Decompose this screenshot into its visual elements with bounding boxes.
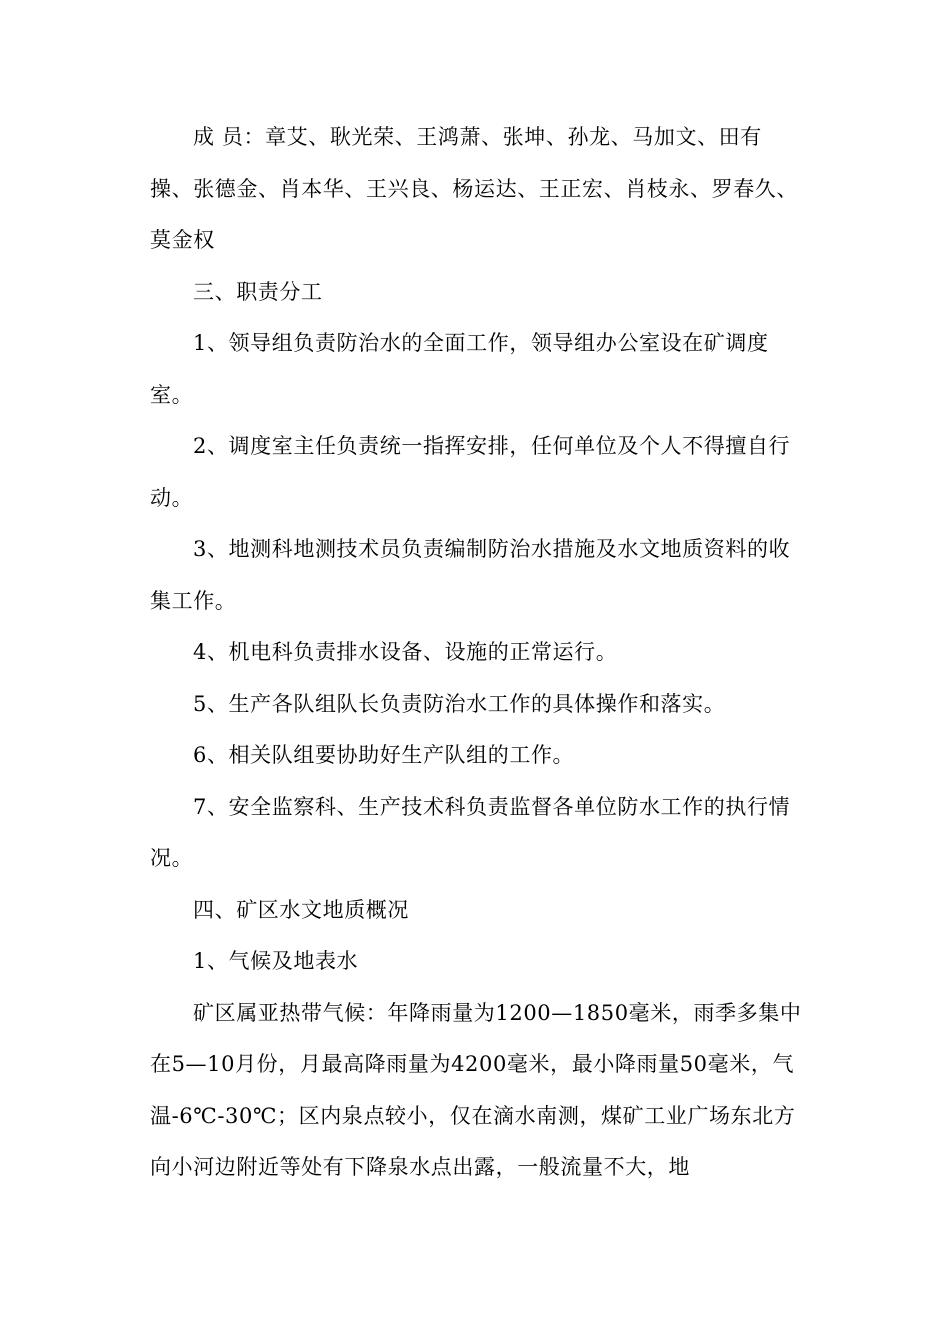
paragraph-climate: 矿区属亚热带气候：年降雨量为1200—1850毫米，雨季多集中在5—10月份，月最高降雨量为4200毫米，最小降雨量50毫米，气温-6℃-30℃；区内泉点较小，仅在滴水南测，煤矿工业广场东北方向小河边附近等处有下降泉水点出露，一般流量不大，地 [150,1000,802,1179]
paragraph-duty-3: 3、地测科地测技术员负责编制防治水措施及水文地质资料的收集工作。 [150,537,791,613]
paragraph-duty-5: 5、生产各队组队长负责防治水工作的具体操作和落实。 [193,691,726,716]
paragraph-duty-6: 6、相关队组要协助好生产队组的工作。 [193,743,575,767]
heading-section-4: 四、矿区水文地质概况 [193,897,409,922]
paragraph-duty-2: 2、调度室主任负责统一指挥安排，任何单位及个人不得擅自行动。 [150,434,791,510]
heading-section-3: 三、职责分工 [193,279,323,304]
document-body [150,112,802,1194]
paragraph-duty-4: 4、机电科负责排水设备、设施的正常运行。 [193,640,618,664]
paragraph-duty-7: 7、安全监察科、生产技术科负责监督各单位防水工作的执行情况。 [150,794,791,870]
paragraph-members: 成 员：章艾、耿光荣、王鸿萧、张坤、孙龙、马加文、田有操、张德金、肖本华、王兴良、杨运达、王正宏、肖枝永、罗春久、莫金权 [150,125,798,252]
subheading-climate: 1、气候及地表水 [193,949,359,973]
paragraph-duty-1: 1、领导组负责防治水的全面工作，领导组办公室设在矿调度室。 [150,331,769,407]
